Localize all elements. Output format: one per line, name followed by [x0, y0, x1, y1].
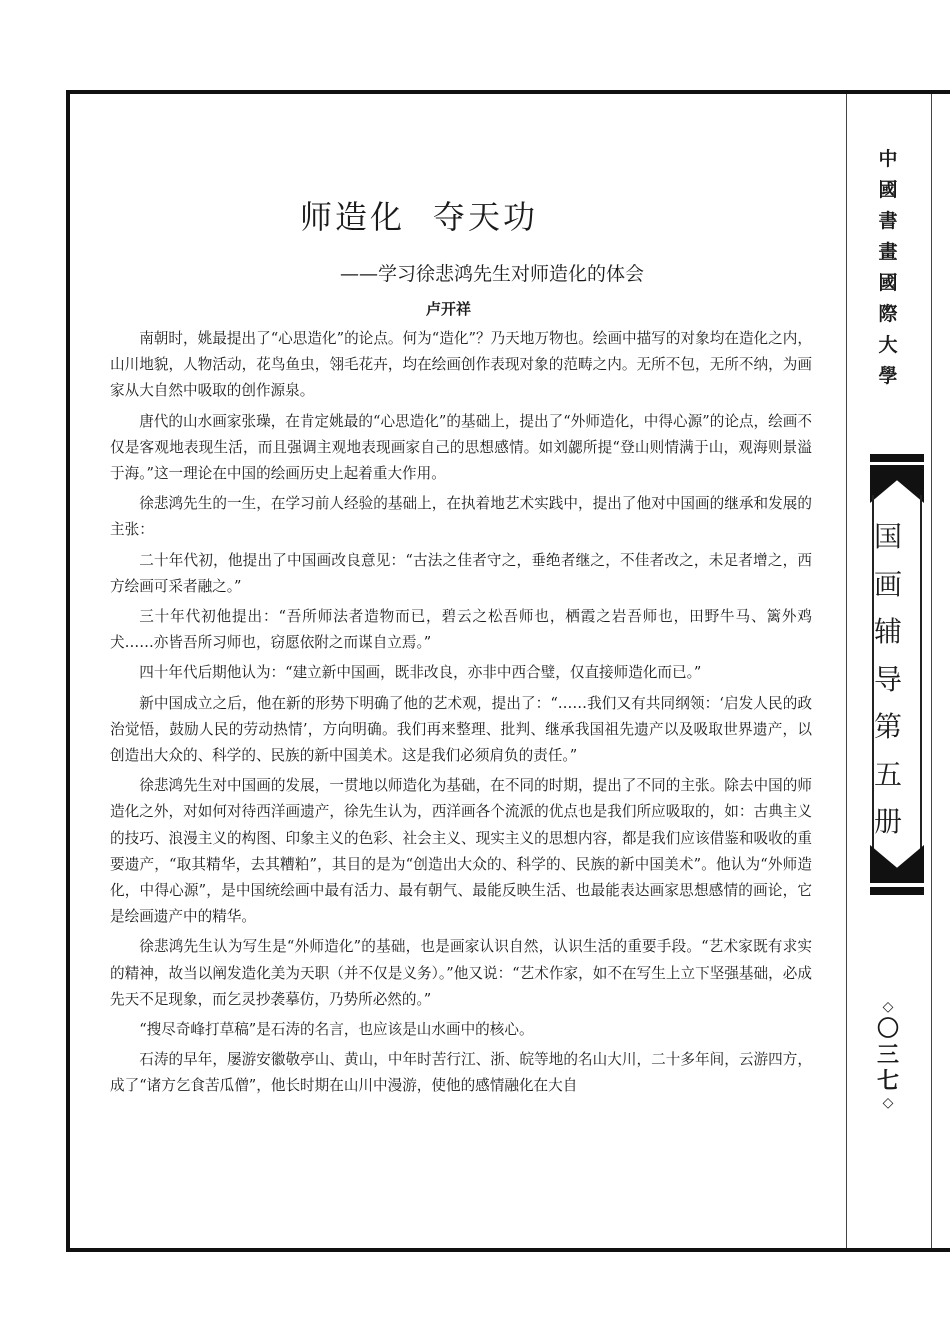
side-column-rule-right: [931, 94, 932, 1248]
banner-band-top: [870, 454, 924, 462]
article-author: 卢开祥: [426, 300, 472, 318]
university-char: 國: [878, 272, 898, 294]
university-char: 中: [878, 148, 898, 170]
page-number-char: 七: [876, 1068, 899, 1094]
paragraph: 徐悲鸿先生对中国画的发展，一贯地以师造化为基础，在不同的时期，提出了不同的主张。除去中国的师造化之外，对如何对待西洋画遗产，徐先生认为，西洋画各个流派的优点也是我们所应吸取的，如：古典主义的技巧、浪漫主义的构图、印象主义的色彩、社会主义、现实主义的思想内容，都是我们应该借鉴和吸收的重要遗产，“取其精华，去其糟粕”，其目的是为“创造出大众的、科学的、民族的新中国美术”。他认为“外师造化，中得心源”，是中国统绘画中最有活力、最有朝气、最能反映生活、也最能表达画家思想感情的画论，它是绘画遗产中的精华。: [110, 777, 812, 926]
paragraph: 南朝时，姚最提出了“心思造化”的论点。何为“造化”？乃天地万物也。绘画中描写的对象均在造化之内，山川地貌，人物活动，花鸟鱼虫，翎毛花卉，均在绘画创作表现对象的范畴之内。无所不包，无所不纳，为画家从大自然中吸取的创作源泉。: [110, 330, 812, 400]
book-title-char: 画: [873, 567, 902, 601]
page-number: [868, 1000, 908, 1114]
university-char: 學: [878, 365, 898, 387]
book-title-char: 第: [873, 710, 902, 743]
university-char: 際: [878, 303, 898, 325]
paragraph: 新中国成立之后，他在新的形势下明确了他的艺术观，提出了：“……我们又有共同纲领：‘启发人民的政治觉悟，鼓励人民的劳动热情’，方向明确。我们再来整理、批判、继承我国祖先遗产以及吸取世界遗产，以创造出大众的、科学的、民族的新中国美术。这是我们必须肩负的责任。”: [110, 694, 812, 765]
book-title-char: 导: [873, 662, 902, 696]
paragraph: 二十年代初，他提出了中国画改良意见：“古法之佳者守之，垂绝者继之，不佳者改之，未足者增之，西方绘画可采者融之。”: [110, 551, 812, 595]
book-title-char: 五: [873, 757, 902, 791]
page-frame-top: [66, 90, 950, 94]
paragraph: 四十年代后期他认为：“建立新中国画，既非改良，亦非中西合璧，仅直接师造化而已。”: [139, 664, 702, 682]
paragraph: 唐代的山水画家张璪，在肯定姚最的“心思造化”的基础上，提出了“外师造化，中得心源”的论点，绘画不仅是客观地表现生活，而且强调主观地表现画家自己的思想感情。如刘勰所提“登山则情满于山，观海则景溢于海。”这一理论在中国的绘画历史上起着重大作用。: [110, 412, 812, 483]
banner-band-bottom: [870, 887, 924, 895]
paragraph: 三十年代初他提出：“吾所师法者造物而已，碧云之松吾师也，栖霞之岩吾师也，田野牛马、篱外鸡犬……亦皆吾所习师也，窃愿依附之而谋自立焉。”: [110, 608, 812, 652]
page-frame-left: [66, 90, 70, 1252]
article-body: [110, 326, 812, 1104]
book-title-char: 辅: [873, 615, 902, 648]
paragraph: 石涛的早年，屡游安徽敬亭山、黄山，中年时苦行江、浙、皖等地的名山大川，二十多年间，云游四方，成了“诸方乞食苦瓜僧”，他长时期在山川中漫游，使他的感情融化在大自: [110, 1051, 812, 1095]
university-char: 國: [878, 179, 898, 201]
paragraph: 徐悲鸿先生认为写生是“外师造化”的基础，也是画家认识自然，认识生活的重要手段。“艺术家既有求实的精神，故当以阐发造化美为天职（并不仅是义务）。”他又说：“艺术作家，如不在写生上立下坚强基础，必成先天不足现象，而乞灵抄袭摹仿，乃势所必然的。”: [110, 938, 812, 1008]
book-title-char: 国: [873, 520, 902, 553]
university-char: 書: [878, 210, 898, 232]
side-column-rule-left: [846, 94, 847, 1248]
page-number-char: 三: [876, 1042, 899, 1068]
book-title: [868, 520, 908, 856]
page-frame-bottom: [66, 1248, 950, 1252]
article-subtitle: ——学习徐悲鸿先生对师造化的体会: [340, 263, 645, 285]
university-name: [868, 150, 908, 398]
paragraph: 徐悲鸿先生的一生，在学习前人经验的基础上，在执着地艺术实践中，提出了他对中国画的继承和发展的主张：: [110, 495, 812, 539]
diamond-icon: ◇: [882, 999, 894, 1015]
university-char: 畫: [878, 241, 898, 263]
title-part: 夺天功: [433, 198, 539, 236]
university-char: 大: [878, 334, 898, 356]
page-number-char: 〇: [876, 1016, 899, 1042]
article-title: [300, 192, 538, 238]
paragraph: “搜尽奇峰打草稿”是石涛的名言，也应该是山水画中的核心。: [139, 1021, 534, 1039]
diamond-icon: ◇: [882, 1095, 894, 1111]
book-title-char: 册: [873, 805, 902, 838]
title-part: 师造化: [300, 198, 406, 236]
